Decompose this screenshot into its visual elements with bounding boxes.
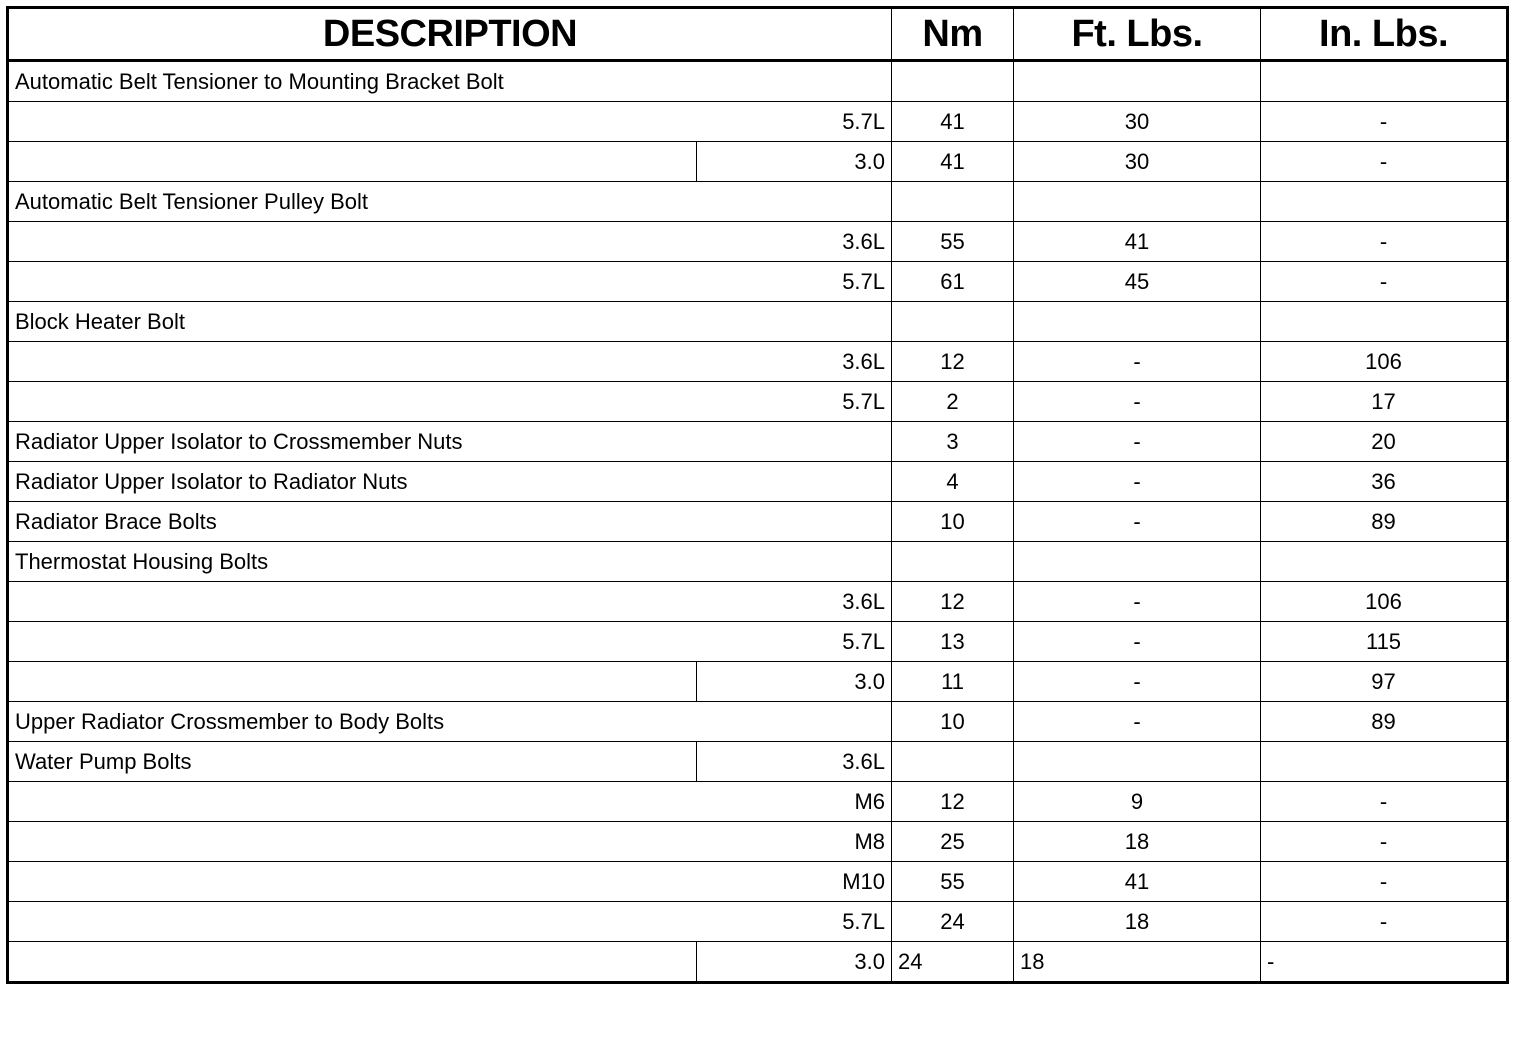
ft-lbs-cell [1014,61,1261,102]
in-lbs-cell: - [1261,942,1508,983]
in-lbs-cell: - [1261,142,1508,182]
description-cell [8,142,697,182]
description-cell: Automatic Belt Tensioner Pulley Bolt [8,182,892,222]
ft-lbs-cell: 41 [1014,862,1261,902]
in-lbs-cell [1261,182,1508,222]
nm-cell [892,182,1014,222]
ft-lbs-cell [1014,182,1261,222]
in-lbs-cell: - [1261,262,1508,302]
in-lbs-cell: 97 [1261,662,1508,702]
nm-cell: 55 [892,862,1014,902]
nm-cell: 4 [892,462,1014,502]
nm-cell: 12 [892,782,1014,822]
table-row [8,942,1508,983]
description-cell: Radiator Brace Bolts [8,502,892,542]
table-row [8,702,1508,742]
ft-lbs-cell: 9 [1014,782,1261,822]
ft-lbs-cell: - [1014,582,1261,622]
table-row [8,622,1508,662]
ft-lbs-cell [1014,302,1261,342]
nm-cell [892,302,1014,342]
in-lbs-cell: - [1261,222,1508,262]
description-cell: Automatic Belt Tensioner to Mounting Bracket Bolt [8,61,892,102]
ft-lbs-cell: 45 [1014,262,1261,302]
table-row [8,782,1508,822]
in-lbs-cell [1261,302,1508,342]
table-row [8,902,1508,942]
in-lbs-cell: - [1261,822,1508,862]
table-row [8,502,1508,542]
in-lbs-cell: 17 [1261,382,1508,422]
description-cell: Radiator Upper Isolator to Crossmember Nuts [8,422,892,462]
nm-cell [892,742,1014,782]
in-lbs-cell: 89 [1261,502,1508,542]
nm-cell: 11 [892,662,1014,702]
nm-cell: 24 [892,942,1014,983]
in-lbs-cell: - [1261,862,1508,902]
nm-cell: 25 [892,822,1014,862]
nm-cell: 24 [892,902,1014,942]
table-row [8,822,1508,862]
ft-lbs-cell: 18 [1014,942,1261,983]
torque-spec-table [6,6,1509,984]
ft-lbs-cell: - [1014,382,1261,422]
ft-lbs-cell: 18 [1014,822,1261,862]
header-row [8,8,1508,61]
table-row [8,462,1508,502]
in-lbs-cell: 89 [1261,702,1508,742]
table-row [8,262,1508,302]
nm-cell [892,542,1014,582]
in-lbs-cell: - [1261,102,1508,142]
table-row [8,582,1508,622]
table-row [8,342,1508,382]
variant-cell: M8 [8,822,892,862]
description-cell [8,942,697,983]
ft-lbs-cell: 18 [1014,902,1261,942]
variant-cell: 3.6L [8,582,892,622]
header-ft-lbs: Ft. Lbs. [1014,8,1261,61]
table-row [8,142,1508,182]
variant-cell: M6 [8,782,892,822]
in-lbs-cell: 106 [1261,342,1508,382]
variant-cell: 5.7L [8,902,892,942]
nm-cell [892,61,1014,102]
variant-cell: 5.7L [8,102,892,142]
in-lbs-cell: 36 [1261,462,1508,502]
torque-spec-sheet [6,6,1506,1032]
table-row [8,862,1508,902]
table-row [8,182,1508,222]
description-cell: Block Heater Bolt [8,302,892,342]
variant-cell: 5.7L [8,622,892,662]
nm-cell: 13 [892,622,1014,662]
table-row [8,222,1508,262]
table-row [8,61,1508,102]
table-row [8,422,1508,462]
ft-lbs-cell: - [1014,662,1261,702]
ft-lbs-cell: - [1014,462,1261,502]
nm-cell: 55 [892,222,1014,262]
table-row [8,102,1508,142]
ft-lbs-cell: 41 [1014,222,1261,262]
ft-lbs-cell: - [1014,622,1261,662]
nm-cell: 41 [892,142,1014,182]
in-lbs-cell: 20 [1261,422,1508,462]
variant-cell: M10 [8,862,892,902]
header-description: DESCRIPTION [8,8,892,61]
ft-lbs-cell [1014,742,1261,782]
variant-cell: 5.7L [8,382,892,422]
in-lbs-cell: 115 [1261,622,1508,662]
description-cell: Radiator Upper Isolator to Radiator Nuts [8,462,892,502]
description-cell [8,662,697,702]
nm-cell: 41 [892,102,1014,142]
nm-cell: 2 [892,382,1014,422]
nm-cell: 12 [892,582,1014,622]
in-lbs-cell: - [1261,782,1508,822]
description-cell: Upper Radiator Crossmember to Body Bolts [8,702,892,742]
ft-lbs-cell: - [1014,502,1261,542]
ft-lbs-cell [1014,542,1261,582]
table-row [8,382,1508,422]
variant-cell: 3.6L [8,342,892,382]
nm-cell: 12 [892,342,1014,382]
ft-lbs-cell: 30 [1014,142,1261,182]
ft-lbs-cell: - [1014,342,1261,382]
variant-cell: 3.6L [8,222,892,262]
variant-cell: 3.0 [697,662,892,702]
table-row [8,542,1508,582]
table-row [8,742,1508,782]
description-cell: Water Pump Bolts [8,742,697,782]
variant-cell: 3.0 [697,942,892,983]
in-lbs-cell [1261,61,1508,102]
table-row [8,302,1508,342]
header-in-lbs: In. Lbs. [1261,8,1508,61]
table-row [8,662,1508,702]
header-nm: Nm [892,8,1014,61]
description-cell: Thermostat Housing Bolts [8,542,892,582]
nm-cell: 10 [892,502,1014,542]
in-lbs-cell: 106 [1261,582,1508,622]
in-lbs-cell: - [1261,902,1508,942]
ft-lbs-cell: - [1014,702,1261,742]
nm-cell: 3 [892,422,1014,462]
variant-cell: 3.6L [697,742,892,782]
in-lbs-cell [1261,742,1508,782]
ft-lbs-cell: 30 [1014,102,1261,142]
nm-cell: 61 [892,262,1014,302]
nm-cell: 10 [892,702,1014,742]
variant-cell: 5.7L [8,262,892,302]
variant-cell: 3.0 [697,142,892,182]
in-lbs-cell [1261,542,1508,582]
ft-lbs-cell: - [1014,422,1261,462]
